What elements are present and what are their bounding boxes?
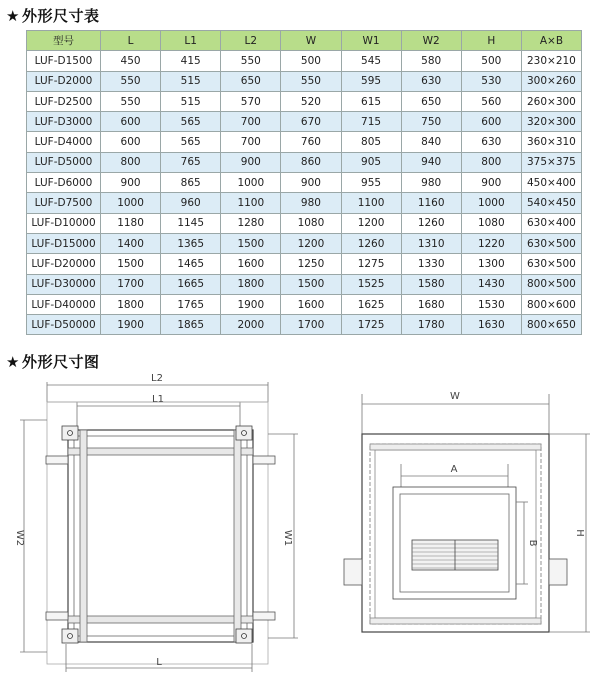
value-cell: 1275 — [341, 254, 401, 274]
value-cell: 1600 — [221, 254, 281, 274]
value-cell: 540×450 — [521, 193, 581, 213]
header-cell: W — [281, 31, 341, 51]
model-cell: LUF-D1500 — [27, 51, 101, 71]
table-section-title — [6, 5, 99, 26]
value-cell: 765 — [161, 152, 221, 172]
value-cell: 565 — [161, 132, 221, 152]
value-cell: 630×500 — [521, 254, 581, 274]
value-cell: 650 — [401, 91, 461, 111]
value-cell: 940 — [401, 152, 461, 172]
value-cell: 1630 — [461, 315, 521, 335]
value-cell: 1525 — [341, 274, 401, 294]
table-section-title-text: 外形尺寸表 — [21, 7, 100, 25]
value-cell: 1900 — [221, 294, 281, 314]
table-header-row — [27, 31, 582, 51]
value-cell: 1400 — [101, 233, 161, 253]
value-cell: 670 — [281, 112, 341, 132]
model-cell: LUF-D40000 — [27, 294, 101, 314]
value-cell: 800×500 — [521, 274, 581, 294]
value-cell: 500 — [461, 51, 521, 71]
value-cell: 865 — [161, 173, 221, 193]
table-row — [27, 315, 582, 335]
header-cell: H — [461, 31, 521, 51]
value-cell: 1765 — [161, 294, 221, 314]
value-cell: 600 — [101, 112, 161, 132]
value-cell: 1800 — [101, 294, 161, 314]
value-cell: 900 — [101, 173, 161, 193]
value-cell: 550 — [101, 91, 161, 111]
value-cell: 960 — [161, 193, 221, 213]
value-cell: 230×210 — [521, 51, 581, 71]
value-cell: 1100 — [341, 193, 401, 213]
value-cell: 1260 — [401, 213, 461, 233]
value-cell: 905 — [341, 152, 401, 172]
value-cell: 600 — [101, 132, 161, 152]
value-cell: 630×500 — [521, 233, 581, 253]
value-cell: 715 — [341, 112, 401, 132]
table-row — [27, 51, 582, 71]
table-row — [27, 91, 582, 111]
value-cell: 520 — [281, 91, 341, 111]
dimension-drawings — [0, 372, 609, 697]
value-cell: 375×375 — [521, 152, 581, 172]
table-body — [27, 51, 582, 335]
dimension-table — [26, 30, 582, 335]
value-cell: 900 — [281, 173, 341, 193]
model-cell: LUF-D4000 — [27, 132, 101, 152]
value-cell: 805 — [341, 132, 401, 152]
value-cell: 360×310 — [521, 132, 581, 152]
model-cell: LUF-D15000 — [27, 233, 101, 253]
table-row — [27, 112, 582, 132]
value-cell: 1700 — [281, 315, 341, 335]
value-cell: 1500 — [281, 274, 341, 294]
value-cell: 800 — [101, 152, 161, 172]
header-cell: L — [101, 31, 161, 51]
value-cell: 415 — [161, 51, 221, 71]
header-cell: W1 — [341, 31, 401, 51]
value-cell: 1180 — [101, 213, 161, 233]
header-cell: 型号 — [27, 31, 101, 51]
value-cell: 900 — [461, 173, 521, 193]
model-cell: LUF-D50000 — [27, 315, 101, 335]
b-label: B — [527, 539, 538, 547]
value-cell: 1080 — [281, 213, 341, 233]
value-cell: 1600 — [281, 294, 341, 314]
value-cell: 260×300 — [521, 91, 581, 111]
model-cell: LUF-D10000 — [27, 213, 101, 233]
value-cell: 630 — [461, 132, 521, 152]
value-cell: 800×600 — [521, 294, 581, 314]
value-cell: 1665 — [161, 274, 221, 294]
value-cell: 1280 — [221, 213, 281, 233]
drawing-section-title-text: 外形尺寸图 — [21, 353, 100, 371]
top-view-drawing — [20, 382, 298, 672]
value-cell: 320×300 — [521, 112, 581, 132]
value-cell: 600 — [461, 112, 521, 132]
value-cell: 1300 — [461, 254, 521, 274]
value-cell: 630×400 — [521, 213, 581, 233]
value-cell: 1160 — [401, 193, 461, 213]
value-cell: 550 — [281, 71, 341, 91]
value-cell: 1145 — [161, 213, 221, 233]
value-cell: 615 — [341, 91, 401, 111]
table-row — [27, 71, 582, 91]
model-cell: LUF-D20000 — [27, 254, 101, 274]
value-cell: 560 — [461, 91, 521, 111]
value-cell: 1310 — [401, 233, 461, 253]
value-cell: 650 — [221, 71, 281, 91]
model-cell: LUF-D7500 — [27, 193, 101, 213]
model-cell: LUF-D2000 — [27, 71, 101, 91]
model-cell: LUF-D30000 — [27, 274, 101, 294]
value-cell: 1200 — [341, 213, 401, 233]
value-cell: 1200 — [281, 233, 341, 253]
value-cell: 450×400 — [521, 173, 581, 193]
h-label: H — [574, 529, 585, 537]
model-cell: LUF-D5000 — [27, 152, 101, 172]
header-cell: L1 — [161, 31, 221, 51]
value-cell: 570 — [221, 91, 281, 111]
value-cell: 860 — [281, 152, 341, 172]
model-cell: LUF-D3000 — [27, 112, 101, 132]
header-cell: L2 — [221, 31, 281, 51]
star-icon: ★ — [6, 7, 20, 25]
value-cell: 1000 — [461, 193, 521, 213]
value-cell: 800 — [461, 152, 521, 172]
value-cell: 1330 — [401, 254, 461, 274]
value-cell: 900 — [221, 152, 281, 172]
value-cell: 1800 — [221, 274, 281, 294]
value-cell: 955 — [341, 173, 401, 193]
header-cell: W2 — [401, 31, 461, 51]
front-view-drawing — [344, 394, 590, 632]
header-cell: A×B — [521, 31, 581, 51]
w1-label: W1 — [282, 529, 293, 547]
value-cell: 565 — [161, 112, 221, 132]
value-cell: 700 — [221, 112, 281, 132]
table-row — [27, 213, 582, 233]
w2-label: W2 — [14, 529, 25, 547]
table-row — [27, 294, 582, 314]
value-cell: 1260 — [341, 233, 401, 253]
table-row — [27, 254, 582, 274]
value-cell: 2000 — [221, 315, 281, 335]
table-row — [27, 132, 582, 152]
table-row — [27, 274, 582, 294]
value-cell: 1680 — [401, 294, 461, 314]
value-cell: 1725 — [341, 315, 401, 335]
value-cell: 1220 — [461, 233, 521, 253]
value-cell: 840 — [401, 132, 461, 152]
value-cell: 760 — [281, 132, 341, 152]
value-cell: 515 — [161, 71, 221, 91]
value-cell: 580 — [401, 51, 461, 71]
value-cell: 545 — [341, 51, 401, 71]
value-cell: 1900 — [101, 315, 161, 335]
value-cell: 1465 — [161, 254, 221, 274]
table-row — [27, 173, 582, 193]
w-label: W — [450, 391, 460, 402]
value-cell: 450 — [101, 51, 161, 71]
value-cell: 550 — [101, 71, 161, 91]
value-cell: 1365 — [161, 233, 221, 253]
value-cell: 300×260 — [521, 71, 581, 91]
value-cell: 750 — [401, 112, 461, 132]
value-cell: 1430 — [461, 274, 521, 294]
table-row — [27, 233, 582, 253]
drawing-section-title — [6, 351, 99, 372]
l-label: L — [156, 657, 162, 668]
value-cell: 700 — [221, 132, 281, 152]
value-cell: 530 — [461, 71, 521, 91]
table-row — [27, 152, 582, 172]
star-icon: ★ — [6, 353, 20, 371]
value-cell: 500 — [281, 51, 341, 71]
a-label: A — [450, 464, 458, 475]
value-cell: 980 — [401, 173, 461, 193]
value-cell: 1100 — [221, 193, 281, 213]
value-cell: 595 — [341, 71, 401, 91]
value-cell: 1250 — [281, 254, 341, 274]
value-cell: 515 — [161, 91, 221, 111]
value-cell: 980 — [281, 193, 341, 213]
value-cell: 1530 — [461, 294, 521, 314]
value-cell: 1865 — [161, 315, 221, 335]
value-cell: 1580 — [401, 274, 461, 294]
value-cell: 550 — [221, 51, 281, 71]
value-cell: 800×650 — [521, 315, 581, 335]
model-cell: LUF-D6000 — [27, 173, 101, 193]
model-cell: LUF-D2500 — [27, 91, 101, 111]
value-cell: 1500 — [101, 254, 161, 274]
value-cell: 1000 — [221, 173, 281, 193]
value-cell: 1700 — [101, 274, 161, 294]
l2-label: L2 — [151, 373, 163, 384]
value-cell: 1080 — [461, 213, 521, 233]
value-cell: 1000 — [101, 193, 161, 213]
value-cell: 1500 — [221, 233, 281, 253]
value-cell: 1780 — [401, 315, 461, 335]
value-cell: 630 — [401, 71, 461, 91]
value-cell: 1625 — [341, 294, 401, 314]
l1-label: L1 — [152, 394, 164, 405]
table-row — [27, 193, 582, 213]
